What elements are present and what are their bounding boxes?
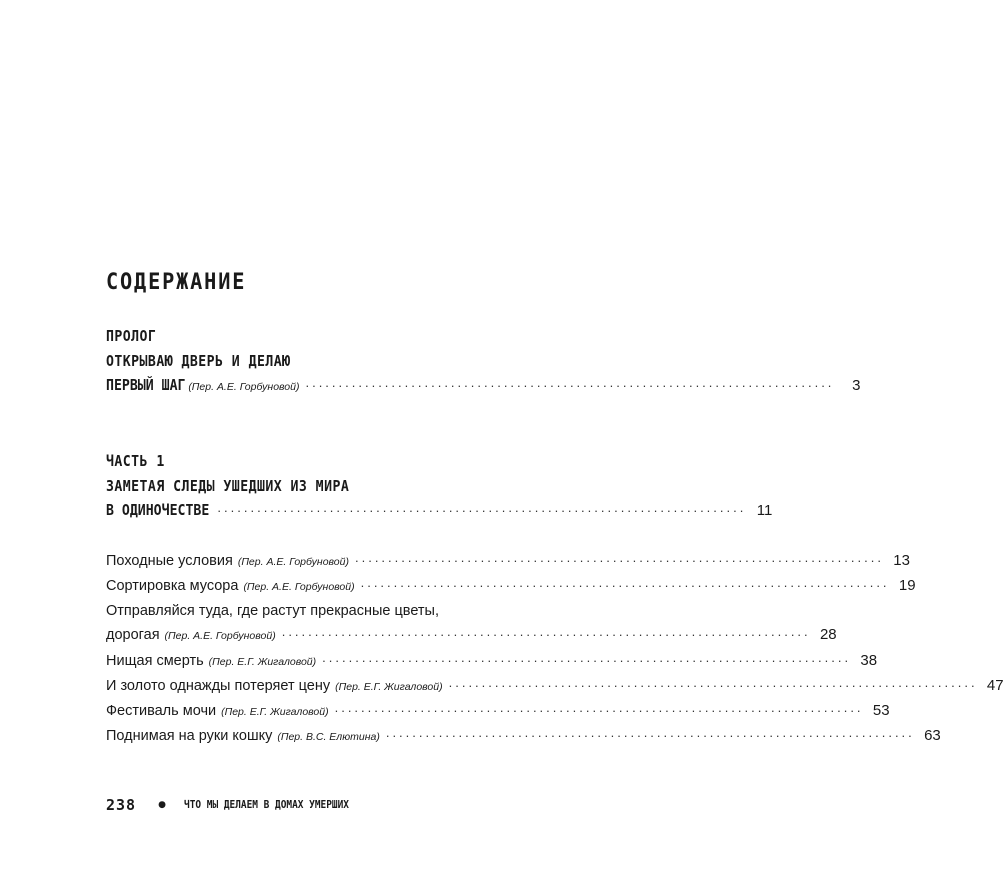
chapter-page-number: 28 bbox=[819, 626, 837, 643]
toc-entry-chapter-5[interactable] bbox=[106, 675, 1004, 699]
dot-leader: ................................................................................ bbox=[322, 650, 852, 665]
prologue-title-line1: ОТКРЫВАЮ ДВЕРЬ И ДЕЛАЮ bbox=[106, 352, 291, 370]
prologue-translator: (Пер. А.Е. Горбуновой) bbox=[188, 381, 300, 393]
chapter-translator: (Пер. А.Е. Горбуновой) bbox=[237, 556, 349, 568]
page-footer bbox=[106, 796, 367, 814]
toc-entry-chapter-6[interactable] bbox=[106, 700, 890, 724]
toc-entry-chapter-2[interactable] bbox=[106, 575, 916, 599]
chapter-title: Фестиваль мочи bbox=[106, 703, 217, 719]
toc-entry-chapter-7[interactable] bbox=[106, 725, 941, 749]
chapter-page-number: 13 bbox=[893, 552, 910, 569]
chapter-title: Нищая смерть bbox=[106, 653, 204, 669]
part1-label: ЧАСТЬ 1 bbox=[106, 452, 165, 470]
prologue-title-line2: ПЕРВЫЙ ШАГ bbox=[106, 376, 186, 394]
dot-leader: ................................................................................ bbox=[305, 375, 835, 390]
chapter-title: И золото однажды потеряет цену bbox=[106, 678, 331, 694]
chapter-title: Поднимая на руки кошку bbox=[106, 728, 273, 744]
chapter-translator: (Пер. А.Е. Горбуновой) bbox=[243, 581, 355, 593]
dot-leader: ................................................................................ bbox=[334, 700, 864, 715]
part1-title-line1: ЗАМЕТАЯ СЛЕДЫ УШЕДШИХ ИЗ МИРА bbox=[106, 477, 350, 495]
chapter-title: дорогая bbox=[106, 627, 160, 643]
chapter-translator: (Пер. А.Е. Горбуновой) bbox=[164, 630, 276, 642]
dot-leader: ................................................................................ bbox=[217, 500, 747, 515]
contents-heading: СОДЕРЖАНИЕ bbox=[106, 270, 247, 295]
folio-page-number: 238 bbox=[106, 796, 137, 814]
chapter-translator: (Пер. В.С. Елютина) bbox=[277, 731, 380, 743]
chapter-page-number: 53 bbox=[872, 702, 890, 719]
chapter-title: Сортировка мусора bbox=[106, 578, 239, 594]
running-title: ЧТО МЫ ДЕЛАЕМ В ДОМАХ УМЕРШИХ bbox=[183, 799, 349, 811]
chapter-3-title-line1: Отправляйся туда, где растут прекрасные цветы, bbox=[106, 603, 440, 619]
prologue-label: ПРОЛОГ bbox=[106, 327, 157, 345]
chapter-translator: (Пер. Е.Г. Жигаловой) bbox=[208, 656, 317, 668]
chapter-translator: (Пер. Е.Г. Жигаловой) bbox=[221, 706, 329, 718]
bullet-icon: ● bbox=[158, 800, 166, 810]
chapter-page-number: 38 bbox=[860, 652, 878, 669]
prologue-page-number: 3 bbox=[852, 377, 861, 394]
chapter-page-number: 19 bbox=[898, 577, 916, 594]
toc-entry-chapter-3[interactable] bbox=[106, 624, 837, 648]
part1-toc-entry[interactable] bbox=[106, 500, 773, 523]
dot-leader: ................................................................................ bbox=[360, 575, 890, 590]
chapter-title: Походные условия bbox=[106, 553, 233, 569]
toc-entry-chapter-4[interactable] bbox=[106, 650, 878, 674]
prologue-toc-entry[interactable] bbox=[106, 375, 861, 398]
dot-leader: ................................................................................ bbox=[448, 675, 978, 690]
part1-page-number: 11 bbox=[756, 502, 773, 519]
chapter-translator: (Пер. Е.Г. Жигаловой) bbox=[335, 681, 443, 693]
part1-title-line2: В ОДИНОЧЕСТВЕ bbox=[106, 501, 210, 519]
dot-leader: ................................................................................ bbox=[354, 550, 884, 565]
chapter-page-number: 63 bbox=[924, 727, 941, 744]
toc-entry-chapter-1[interactable] bbox=[106, 550, 910, 574]
dot-leader: ................................................................................ bbox=[385, 725, 915, 740]
chapter-page-number: 47 bbox=[986, 677, 1004, 694]
dot-leader: ................................................................................ bbox=[281, 624, 811, 639]
